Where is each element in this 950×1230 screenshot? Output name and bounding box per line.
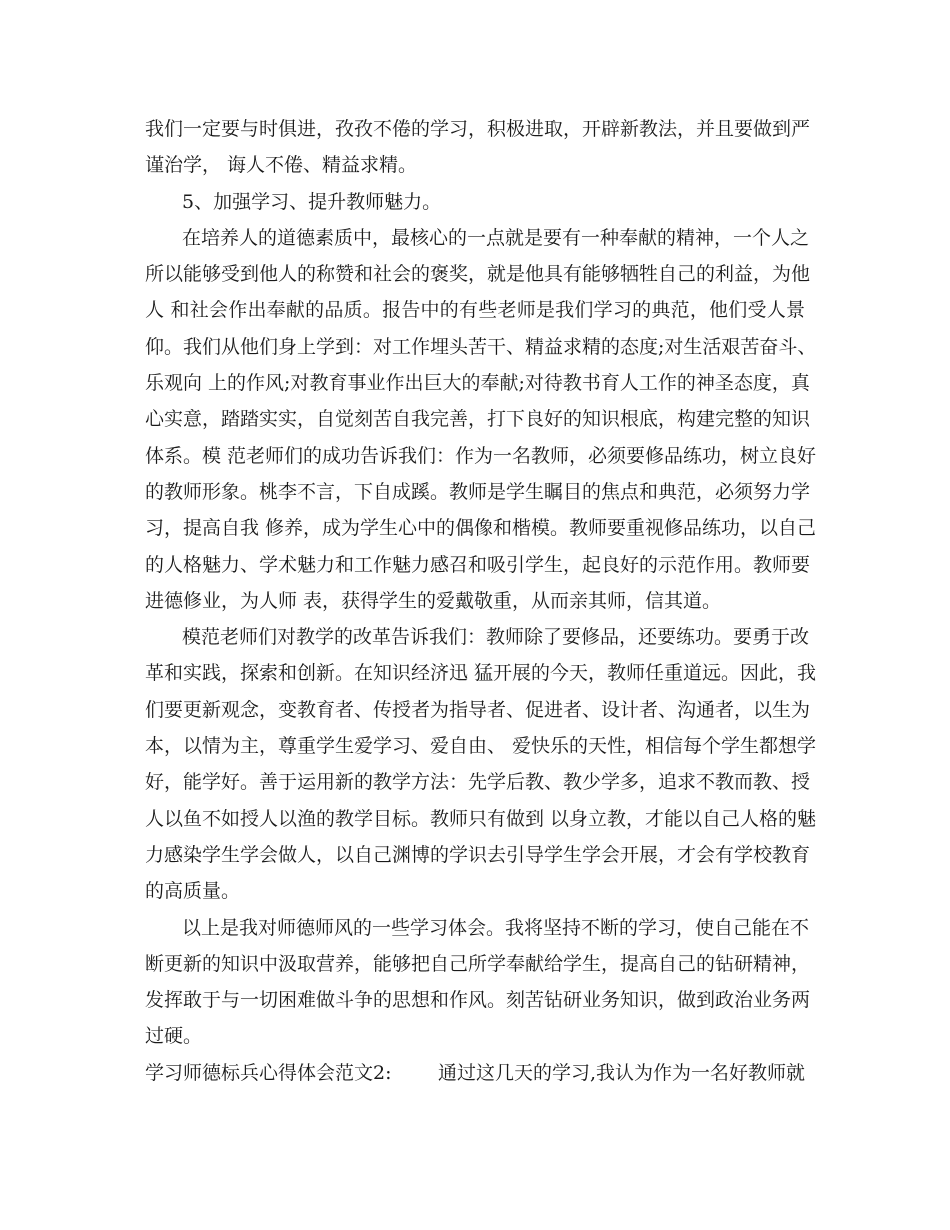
text-line: 的高质量。 bbox=[145, 880, 241, 903]
text-line: 发挥敢于与一切困难做斗争的思想和作风。刻苦钻研业务知识，做到政治业务两 bbox=[145, 989, 811, 1012]
text-line: 人以鱼不如授人以渔的教学目标。教师只有做到 以身立教，才能以自己人格的魅 bbox=[145, 807, 817, 830]
text-line: 本，以情为主，尊重学生爱学习、爱自由、 爱快乐的天性，相信每个学生都想学 bbox=[145, 735, 817, 758]
section-heading-line: 5、加强学习、提升教师魅力。 bbox=[182, 190, 442, 213]
text-line: 的教师形象。桃李不言，下自成蹊。教师是学生瞩目的焦点和典范，必须努力学 bbox=[145, 480, 811, 503]
text-line: 所以能够受到他人的称赞和社会的褒奖，就是他具有能够牺牲自己的利益，为他 bbox=[145, 263, 811, 286]
text-line: 谨治学， 诲人不倦、精益求精。 bbox=[145, 154, 418, 177]
section-title: 学习师德标兵心得体会范文2: bbox=[145, 1061, 392, 1084]
text-line: 以上是我对师德师风的一些学习体会。我将坚持不断的学习，使自己能在不 bbox=[182, 916, 810, 939]
text-line: 人 和社会作出奉献的品质。报告中的有些老师是我们学习的典范，他们受人景 bbox=[145, 299, 805, 322]
text-line: 革和实践，探索和创新。在知识经济迅 猛开展的今天，教师任重道远。因此，我 bbox=[145, 662, 817, 685]
text-line: 们要更新观念，变教育者、传授者为指导者、促进者、设计者、沟通者，以生为 bbox=[145, 698, 811, 721]
text-line: 进德修业，为人师 表，获得学生的爱戴敬重，从而亲其师，信其道。 bbox=[145, 589, 722, 612]
text-line: 的人格魅力、学术魅力和工作魅力感召和吸引学生，起良好的示范作用。教师要 bbox=[145, 553, 811, 576]
text-line: 心实意，踏踏实实，自觉刻苦自我完善，打下良好的知识根底，构建完整的知识 bbox=[145, 408, 811, 431]
text-line: 断更新的知识中汲取营养，能够把自己所学奉献给学生，提高自己的钻研精神， bbox=[145, 952, 811, 975]
document-body bbox=[145, 111, 817, 1091]
text-line: 我们一定要与时俱进，孜孜不倦的学习，积极进取，开辟新教法，并且要做到严 bbox=[145, 118, 811, 140]
section-title-continuation: 通过这几天的学习,我认为作为一名好教师就 bbox=[437, 1061, 805, 1084]
text-line: 乐观向 上的作风;对教育事业作出巨大的奉献;对待教书育人工作的神圣态度，真 bbox=[145, 372, 810, 395]
text-line: 力感染学生学会做人，以自己渊博的学识去引导学生学会开展，才会有学校教育 bbox=[145, 843, 811, 866]
text-line: 习，提高自我 修养，成为学生心中的偶像和楷模。教师要重视修品练功，以自己 bbox=[145, 517, 817, 540]
text-line: 仰。我们从他们身上学到：对工作埋头苦干、精益求精的态度;对生活艰苦奋斗、 bbox=[145, 335, 817, 358]
text-line: 在培养人的道德素质中，最核心的一点就是要有一种奉献的精神，一个人之 bbox=[182, 226, 810, 249]
text-line: 模范老师们对教学的改革告诉我们：教师除了要修品，还要练功。要勇于改 bbox=[182, 626, 810, 649]
text-line: 好，能学好。善于运用新的教学方法：先学后教、教少学多，追求不教而教、授 bbox=[145, 771, 811, 794]
section-title-line bbox=[145, 1055, 805, 1091]
text-line: 体系。模 范老师们的成功告诉我们：作为一名教师，必须要修品练功，树立良好 bbox=[145, 444, 817, 467]
text-line: 过硬。 bbox=[145, 1025, 203, 1048]
